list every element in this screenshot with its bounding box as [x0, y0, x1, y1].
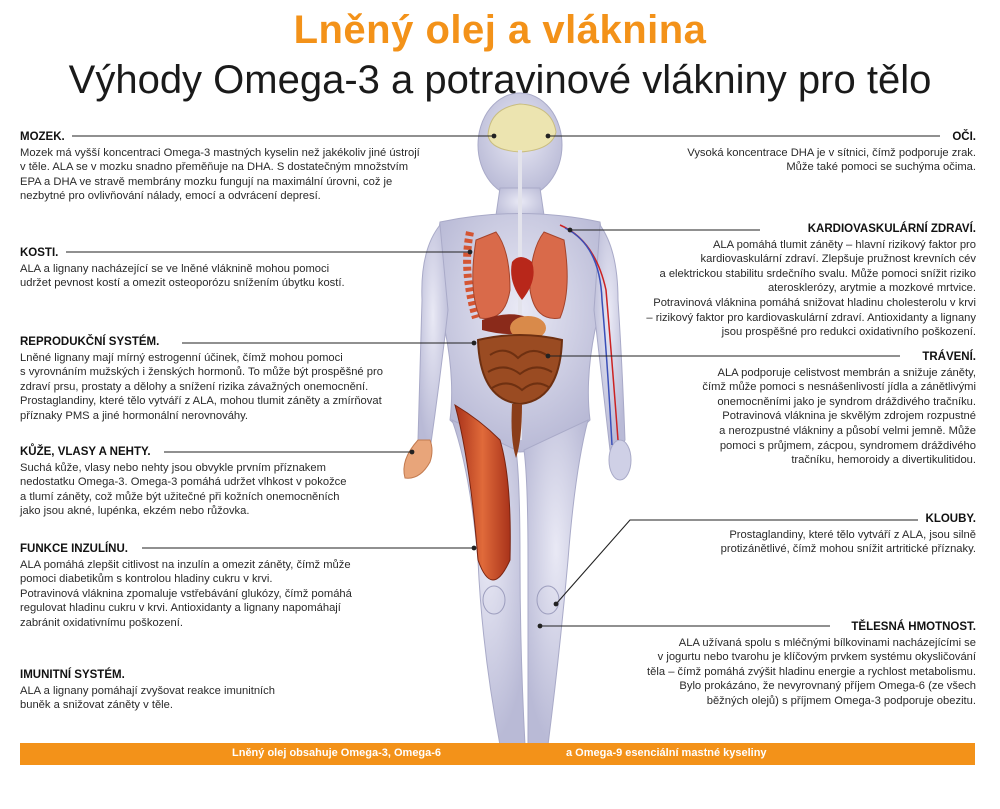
footer-banner	[20, 743, 975, 765]
section-text: ALA pomáhá tlumit záněty – hlavní rizikový faktor pro kardiovaskulární zdraví. Zlepšuje pružnost krevních cév a elektrickou stabilitu srdečního svalu. Může pomoci snížit riziko aterosklerózy, arytmie a mozkové mrtvice. Potravinová vláknina pomáhá snižovat hladinu cholesterolu v krvi – rizikový faktor pro kardiovaskulární zdraví. Antioxidanty a lignany jsou prospěšné pro redukci oxidativního poškození.	[646, 238, 976, 339]
section-heading: TRÁVENÍ.	[922, 351, 976, 363]
section-bones	[20, 246, 470, 291]
section-immune	[20, 668, 470, 713]
page-subtitle: Výhody Omega-3 a potravinové vlákniny pro tělo	[68, 58, 932, 102]
section-heading: KOSTI.	[20, 247, 59, 259]
section-heading: OČI.	[952, 131, 976, 143]
section-heading: IMUNITNÍ SYSTÉM.	[20, 669, 125, 681]
section-text: Vysoká koncentrace DHA je v sítnici, čímž podporuje zrak. Může také pomoci se suchýma očima.	[687, 146, 976, 174]
section-text: ALA podporuje celistvost membrán a snižuje záněty, čímž může pomoci s nesnášenlivostí jídla a zánětlivými onemocněními jako je syndrom dráždivého tračníku. Potravinová vláknina je skvělým zdrojem rozpustné a nerozpustné vlákniny a působí velmi jemně. Může pomoci s průjmem, zácpou, syndromem dráždivého tračníku, hemoroidy a divertikulitidou.	[702, 366, 976, 467]
section-text: ALA a lignany pomáhají zvyšovat reakce imunitních buněk a snižovat záněty v těle.	[20, 684, 275, 712]
section-body-weight	[596, 620, 976, 709]
section-heading: FUNKCE INZULÍNU.	[20, 543, 128, 555]
section-cardiovascular	[596, 222, 976, 340]
section-heading: TĚLESNÁ HMOTNOST.	[851, 621, 976, 633]
section-heading: KLOUBY.	[925, 513, 976, 525]
section-digestion	[596, 350, 976, 468]
page-title: Lněný olej a vláknina	[293, 8, 707, 52]
section-text: Lněné lignany mají mírný estrogenní účinek, čímž mohou pomoci s vyrovnáním mužských i ženských hormonů. To může být prospěšné pro zdraví prsu, prostaty a dělohy a snížení rizika závažných onemocnění. Prostaglandiny, které tělo vytváří z ALA, mohou tlumit záněty a zmírňovat příznaky PMS a jiné hormonální nerovnováhy.	[20, 351, 383, 422]
section-brain	[20, 130, 470, 204]
section-joints	[596, 512, 976, 557]
section-heading: KŮŽE, VLASY A NEHTY.	[20, 446, 151, 458]
section-heading: REPRODUKČNÍ SYSTÉM.	[20, 336, 160, 348]
section-text: ALA a lignany nacházející se ve lněné vláknině mohou pomoci udržet pevnost kostí a omezit osteoporózu snížením úbytku kostí.	[20, 262, 345, 290]
section-heading: KARDIOVASKULÁRNÍ ZDRAVÍ.	[807, 223, 976, 235]
section-text: ALA pomáhá zlepšit citlivost na inzulín a omezit záněty, čímž může pomoci diabetikům s kontrolou hladiny cukru v krvi. Potravinová vláknina zpomaluje vstřebávání glukózy, čímž pomáhá regulovat hladinu cukru v krvi. Antioxidanty a lignany napomáhají zabránit oxidativnímu poškození.	[20, 558, 352, 629]
section-skin-hair-nails	[20, 445, 470, 519]
section-text: Prostaglandiny, které tělo vytváří z ALA, jsou silně protizánětlivé, čímž mohou snížit artritické příznaky.	[720, 528, 976, 556]
section-insulin	[20, 542, 470, 631]
section-text: Suchá kůže, vlasy nebo nehty jsou obvykle prvním příznakem nedostatku Omega-3. Omega-3 pomáhá udržet vlhkost v pokožce a tlumí záněty, což může být užitečné při kožních onemocněních jako jsou akné, lupénka, ekzém nebo růžovka.	[20, 461, 347, 518]
section-heading: MOZEK.	[20, 131, 65, 143]
section-text: Mozek má vyšší koncentraci Omega-3 mastných kyselin než jakékoliv jiné ústrojí v těle. ALA se v mozku snadno přeměňuje na DHA. S dostatečným množstvím EPA a DHA ve stravě membrány mozku fungují na maximální úrovni, což je nezbytné pro ovlivňování nálady, emocí a odvrácení depresí.	[20, 146, 420, 203]
section-reproductive	[20, 335, 470, 424]
section-eyes	[596, 130, 976, 175]
footer-text-right: a Omega-9 esenciální mastné kyseliny	[566, 747, 767, 759]
section-text: ALA užívaná spolu s mléčnými bílkovinami nacházejícími se v jogurtu nebo tvarohu je klíčovým prvkem systému okysličování těla – čímž pomáhá zvýšit hladinu energie a rychlost metabolismu. Bylo prokázáno, že nevyrovnaný příjem Omega-6 (ze všech běžných olejů) s příjmem Omega-3 podporuje obezitu.	[647, 636, 976, 707]
footer-text-left: Lněný olej obsahuje Omega-3, Omega-6	[232, 747, 442, 759]
